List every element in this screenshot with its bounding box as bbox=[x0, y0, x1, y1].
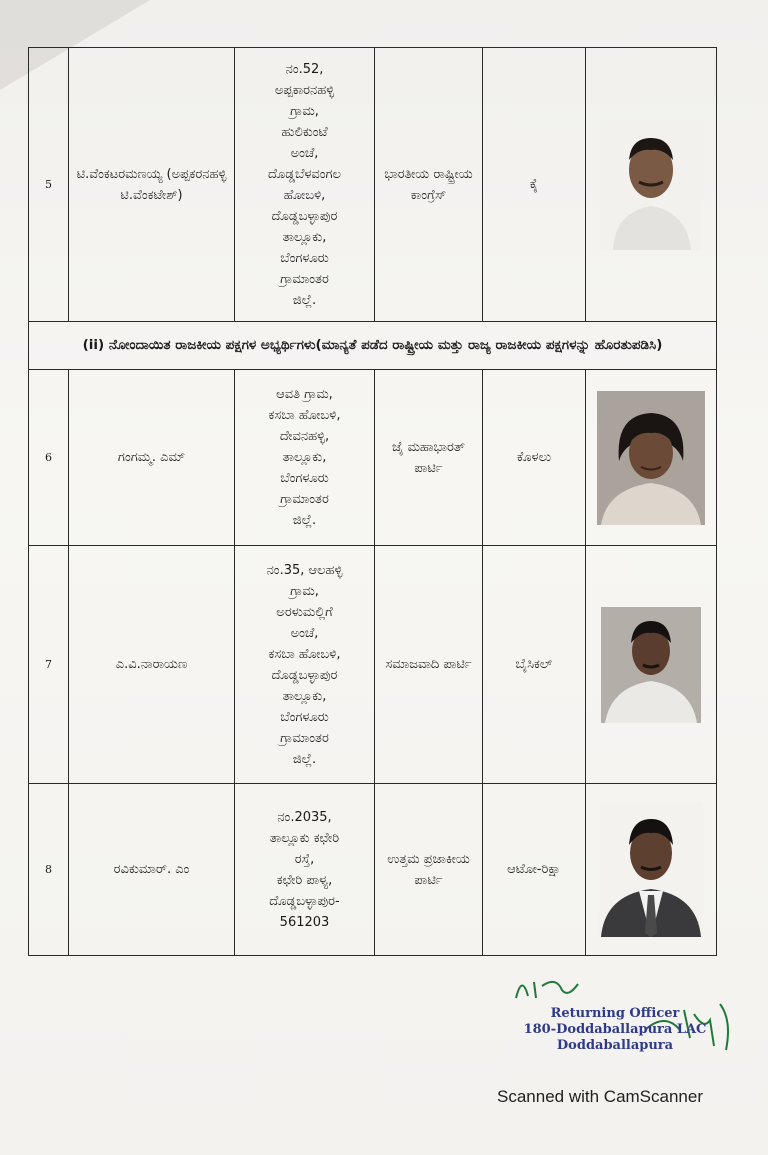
portrait-icon bbox=[597, 391, 705, 525]
address-line: ಕಸಬಾ ಹೋಬಳಿ, bbox=[268, 646, 341, 662]
address-line: ಬೆಂಗಳೂರು bbox=[280, 250, 329, 266]
candidate-name: ರವಿಕುಮಾರ್. ಎಂ bbox=[69, 784, 235, 956]
address-line: 561203 bbox=[279, 914, 330, 930]
address-line: ಜಿಲ್ಲೆ. bbox=[292, 513, 317, 528]
address-line: ಕಛೇರಿ ಪಾಳ್ಯ, bbox=[276, 872, 333, 888]
party-symbol: ಕೊಳಲು bbox=[483, 370, 586, 546]
serial-number: 6 bbox=[29, 370, 69, 546]
candidate-name: ಎ.ವಿ.ನಾರಾಯಣ bbox=[69, 546, 235, 784]
portrait-icon bbox=[601, 607, 701, 723]
address-line: ತಾಲ್ಲೂಕು ಕಛೇರಿ bbox=[269, 830, 340, 846]
address-line: ಗ್ರಾಮಾಂತರ bbox=[280, 492, 329, 507]
party-symbol: ಕೈ bbox=[483, 48, 586, 322]
section-heading-row bbox=[29, 322, 717, 370]
candidate-name: ಗಂಗಮ್ಮ. ಎಮ್ bbox=[69, 370, 235, 546]
party-name: ಜೈ ಮಹಾಭಾರತ್ ಪಾರ್ಟಿ bbox=[375, 370, 483, 546]
address-line: ದೊಡ್ಡಬಳ್ಳಾಪುರ bbox=[271, 667, 338, 683]
camscanner-watermark: Scanned with CamScanner bbox=[497, 1087, 704, 1106]
candidate-table bbox=[28, 47, 717, 956]
address-line: ನಂ.35, ಆಲಹಳ್ಳಿ bbox=[266, 562, 343, 578]
candidate-photo bbox=[599, 803, 703, 937]
table-row bbox=[29, 546, 717, 784]
table-row bbox=[29, 784, 717, 956]
address-line: ಗ್ರಾಮ, bbox=[290, 583, 319, 599]
address-line: ಹೋಬಳಿ, bbox=[283, 187, 326, 203]
candidate-photo bbox=[601, 120, 701, 250]
signature-scribble-icon bbox=[512, 968, 602, 1008]
address-line: ನಂ.52, bbox=[285, 61, 324, 77]
address-line: ಗ್ರಾಮಾಂತರ bbox=[280, 730, 329, 746]
address-line: ಅಪ್ಪಕಾರನಹಳ್ಳಿ bbox=[274, 82, 335, 98]
serial-number: 5 bbox=[29, 48, 69, 322]
portrait-icon bbox=[599, 803, 703, 937]
address-line: ಜಿಲ್ಲೆ. bbox=[292, 751, 317, 767]
address-line: ಬೆಂಗಳೂರು bbox=[280, 471, 329, 486]
candidate-photo-cell bbox=[586, 370, 717, 546]
candidate-address bbox=[235, 48, 375, 322]
candidate-address bbox=[235, 546, 375, 784]
seal-place: Doddaballapura bbox=[556, 1038, 674, 1053]
seal-constituency: 180-Doddaballapura LAC bbox=[523, 1022, 707, 1037]
candidate-photo bbox=[601, 607, 701, 723]
serial-number: 7 bbox=[29, 546, 69, 784]
candidate-photo-cell bbox=[586, 546, 717, 784]
address-line: ಗ್ರಾಮ, bbox=[290, 103, 319, 119]
candidate-photo-cell bbox=[586, 48, 717, 322]
address-line: ರಸ್ತೆ, bbox=[294, 851, 315, 867]
address-line: ಗ್ರಾಮಾಂತರ bbox=[280, 271, 329, 287]
party-name: ಸಮಾಜವಾದಿ ಪಾರ್ಟಿ bbox=[375, 546, 483, 784]
address-line: ದೇವನಹಳ್ಳಿ, bbox=[279, 429, 330, 444]
portrait-icon bbox=[601, 120, 701, 250]
address-line: ಜಿಲ್ಲೆ. bbox=[292, 292, 317, 308]
seal-title: Returning Officer bbox=[550, 1006, 680, 1021]
address-line: ಕಸಬಾ ಹೋಬಳಿ, bbox=[268, 408, 341, 423]
address-line: ತಾಲ್ಲೂಕು, bbox=[282, 688, 327, 704]
address-line: ತಾಲ್ಲೂಕು, bbox=[282, 229, 327, 245]
candidate-address bbox=[235, 370, 375, 546]
address-line: ದೊಡ್ಡಬಳ್ಳಾಪುರ- bbox=[269, 893, 340, 909]
address-line: ಆವತಿ ಗ್ರಾಮ, bbox=[276, 387, 333, 402]
candidate-name: ಟಿ.ವೆಂಕಟರಮಣಯ್ಯ (ಅಪ್ಪಕರನಹಳ್ಳಿ ಟಿ.ವೆಂಕಟೇಶ್) bbox=[69, 48, 235, 322]
table-row bbox=[29, 48, 717, 322]
candidate-photo-cell bbox=[586, 784, 717, 956]
address-line: ಬೆಂಗಳೂರು bbox=[280, 709, 329, 725]
table-row bbox=[29, 370, 717, 546]
serial-number: 8 bbox=[29, 784, 69, 956]
party-name: ಉತ್ತಮ ಪ್ರಜಾಕೀಯ ಪಾರ್ಟಿ bbox=[375, 784, 483, 956]
section-heading: (ii) ನೋಂದಾಯಿತ ರಾಜಕೀಯ ಪಕ್ಷಗಳ ಅಭ್ಯರ್ಥಿಗಳು(ಮಾನ್ಯತೆ ಪಡೆದ ರಾಷ್ಟ್ರೀಯ ಮತ್ತು ರಾಜ್ಯ ರಾಜಕೀಯ ಪಕ್ಷಗಳನ್ನು ಹೊರತುಪಡಿಸಿ) bbox=[29, 322, 717, 370]
candidate-photo bbox=[597, 391, 705, 525]
address-line: ಅಂಚೆ, bbox=[290, 145, 319, 161]
address-line: ಅಂಚೆ, bbox=[290, 625, 319, 641]
party-name: ಭಾರತೀಯ ರಾಷ್ಟ್ರೀಯ ಕಾಂಗ್ರೆಸ್ bbox=[375, 48, 483, 322]
candidate-address bbox=[235, 784, 375, 956]
address-line: ಅರಳುಮಲ್ಲಿಗೆ bbox=[276, 604, 333, 620]
address-line: ಹುಲಿಕುಂಟೆ bbox=[281, 124, 328, 140]
party-symbol: ಆಟೋ-ರಿಕ್ಷಾ bbox=[483, 784, 586, 956]
address-line: ದೊಡ್ಡಬಳ್ಳಾಪುರ bbox=[271, 208, 338, 224]
address-line: ತಾಲ್ಲೂಕು, bbox=[282, 450, 327, 465]
party-symbol: ಬೈಸಿಕಲ್ bbox=[483, 546, 586, 784]
returning-officer-seal bbox=[490, 968, 740, 1068]
address-line: ದೊಡ್ಡಬೆಳವಂಗಲ bbox=[268, 166, 341, 182]
address-line: ನಂ.2035, bbox=[277, 809, 332, 825]
